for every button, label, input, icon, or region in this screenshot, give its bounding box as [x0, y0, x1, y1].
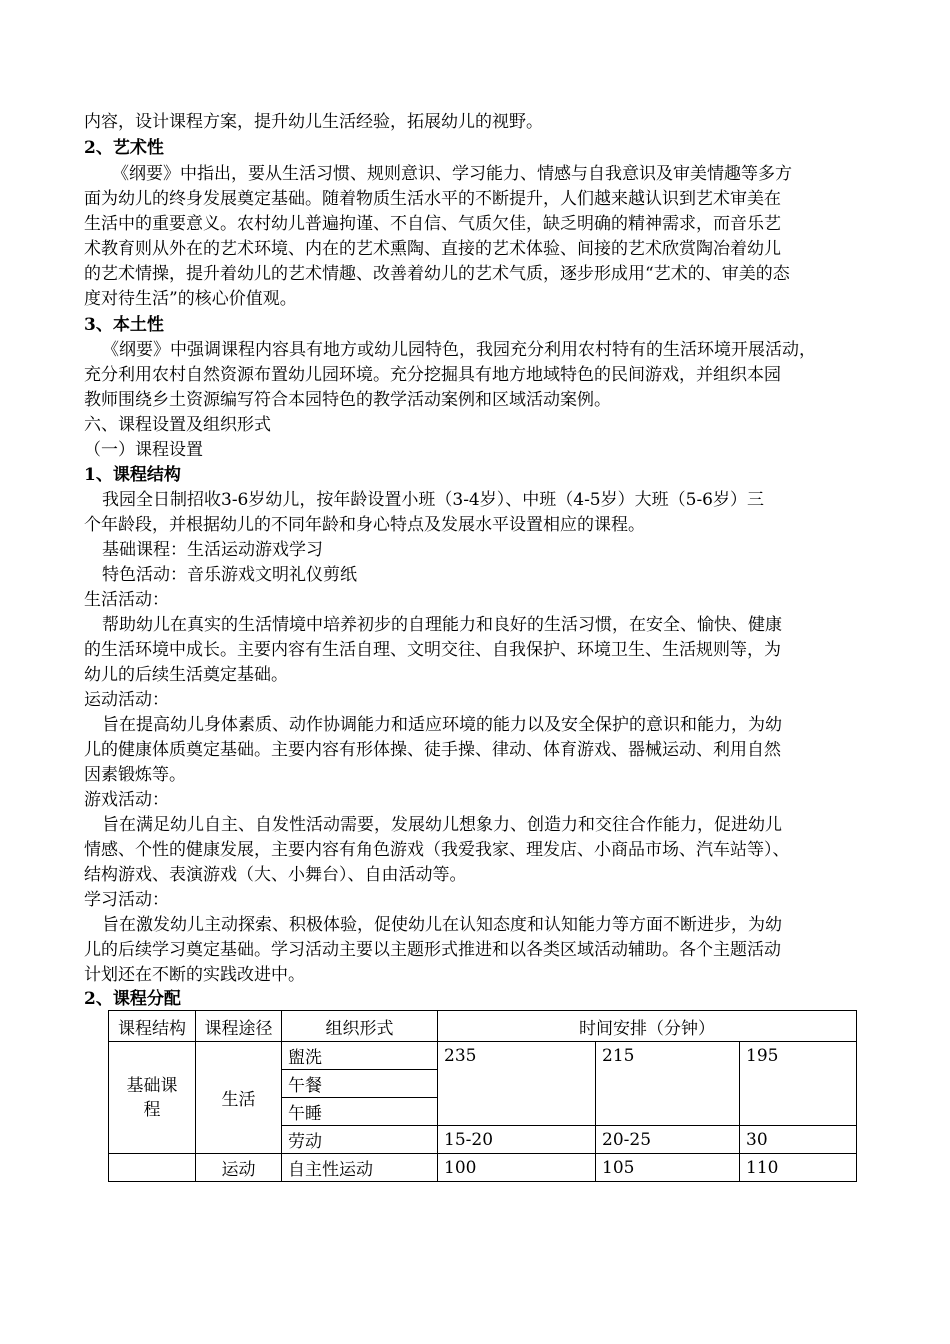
paragraph-line: 儿的健康体质奠定基础。主要内容有形体操、徒手操、律动、体育游戏、器械运动、利用自然: [84, 740, 781, 760]
paragraph-line: 充分利用农村自然资源布置幼儿园环境。充分挖掘具有地方地域特色的民间游戏，并组织本园: [84, 365, 781, 385]
time-cell: 20-25: [596, 1126, 740, 1154]
form-cell: 劳动: [282, 1126, 438, 1154]
paragraph-line: 特色活动：音乐游戏文明礼仪剪纸: [102, 565, 357, 585]
table-row: [109, 1042, 857, 1070]
paragraph-line: 幼儿的后续生活奠定基础。: [84, 665, 288, 685]
empty-cell: [109, 1154, 196, 1182]
paragraph-line: 生活中的重要意义。农村幼儿普遍拘谨、不自信、气质欠佳，缺乏明确的精神需求，而音乐艺: [84, 214, 781, 234]
route-sport-cell: 运动: [196, 1154, 282, 1182]
header-organization-form: 组织形式: [282, 1011, 438, 1042]
paragraph-line: 度对待生活”的核心价值观。: [84, 289, 297, 309]
paragraph-line: 儿的后续学习奠定基础。学习活动主要以主题形式推进和以各类区域活动辅助。各个主题活动: [84, 940, 781, 960]
paragraph-line: 旨在激发幼儿主动探索、积极体验，促使幼儿在认知态度和认知能力等方面不断进步，为幼: [102, 915, 782, 935]
paragraph-line: 情感、个性的健康发展，主要内容有角色游戏（我爱我家、理发店、小商品市场、汽车站等）、: [84, 840, 790, 860]
form-cell: 盥洗: [282, 1042, 438, 1070]
paragraph-line: 旨在满足幼儿自主、自发性活动需要，发展幼儿想象力、创造力和交往合作能力，促进幼儿: [102, 815, 782, 835]
form-cell: 午餐: [282, 1070, 438, 1098]
time-cell: 105: [596, 1154, 740, 1182]
header-course-route: 课程途径: [196, 1011, 282, 1042]
paragraph-line: 因素锻炼等。: [84, 765, 186, 785]
subheading: 游戏活动：: [84, 790, 169, 810]
paragraph-line: 教师围绕乡土资源编写符合本园特色的教学活动案例和区域活动案例。: [84, 390, 611, 410]
table-header-row: [109, 1011, 857, 1042]
table-row: [109, 1154, 857, 1182]
course-cell: [109, 1042, 196, 1154]
section-heading: 3、本土性: [84, 315, 164, 335]
subheading: 运动活动：: [84, 690, 169, 710]
subheading: 生活活动：: [84, 590, 169, 610]
paragraph-line: 旨在提高幼儿身体素质、动作协调能力和适应环境的能力以及安全保护的意识和能力，为幼: [102, 715, 782, 735]
paragraph-line: 内容，设计课程方案，提升幼儿生活经验，拓展幼儿的视野。: [84, 112, 543, 132]
time-cell: 110: [740, 1154, 857, 1182]
paragraph-line: 帮助幼儿在真实的生活情境中培养初步的自理能力和良好的生活习惯，在安全、愉快、健康: [102, 615, 782, 635]
route-life-cell: 生活: [196, 1042, 282, 1154]
section-heading: 1、课程结构: [84, 465, 181, 485]
time-cell: 15-20: [438, 1126, 596, 1154]
header-course-structure: 课程结构: [109, 1011, 196, 1042]
course-label: 基础课程: [126, 1075, 178, 1120]
paragraph-line: 基础课程：生活运动游戏学习: [102, 540, 323, 560]
paragraph-line: 的生活环境中成长。主要内容有生活自理、文明交往、自我保护、环境卫生、生活规则等，为: [84, 640, 781, 660]
paragraph-line: 的艺术情操，提升着幼儿的艺术情趣、改善着幼儿的艺术气质，逐步形成用“艺术的、审美的态: [84, 264, 790, 284]
paragraph-line: 术教育则从外在的艺术环境、内在的艺术熏陶、直接的艺术体验、间接的艺术欣赏陶冶着幼儿: [84, 239, 781, 259]
chapter-heading: 六、课程设置及组织形式: [84, 415, 271, 435]
section-heading: （一）课程设置: [84, 440, 203, 460]
time-cell: 30: [740, 1126, 857, 1154]
paragraph-line: 结构游戏、表演游戏（大、小舞台）、自由活动等。: [84, 865, 467, 885]
form-cell: 午睡: [282, 1098, 438, 1126]
header-time-arrangement: 时间安排（分钟）: [438, 1011, 857, 1042]
paragraph-line: 《纲要》中强调课程内容具有地方或幼儿园特色，我园充分利用农村特有的生活环境开展活动，: [102, 340, 816, 360]
paragraph-line: 面为幼儿的终身发展奠定基础。随着物质生活水平的不断提升，人们越来越认识到艺术审美在: [84, 189, 781, 209]
paragraph-line: 个年龄段，并根据幼儿的不同年龄和身心特点及发展水平设置相应的课程。: [84, 515, 645, 535]
form-cell: 自主性运动: [282, 1154, 438, 1182]
time-cell: 100: [438, 1154, 596, 1182]
paragraph-line: 《纲要》中指出，要从生活习惯、规则意识、学习能力、情感与自我意识及审美情趣等多方: [112, 164, 792, 184]
section-heading: 2、课程分配: [84, 989, 181, 1009]
time-cell: 235: [438, 1042, 596, 1126]
paragraph-line: 我园全日制招收3-6岁幼儿，按年龄设置小班（3-4岁）、中班（4-5岁）大班（5-6岁）三: [102, 490, 765, 510]
paragraph-line: 计划还在不断的实践改进中。: [84, 965, 305, 985]
time-cell: 195: [740, 1042, 857, 1126]
course-allocation-table: [108, 1010, 857, 1182]
time-cell: 215: [596, 1042, 740, 1126]
subheading: 学习活动：: [84, 890, 169, 910]
section-heading: 2、艺术性: [84, 138, 164, 158]
